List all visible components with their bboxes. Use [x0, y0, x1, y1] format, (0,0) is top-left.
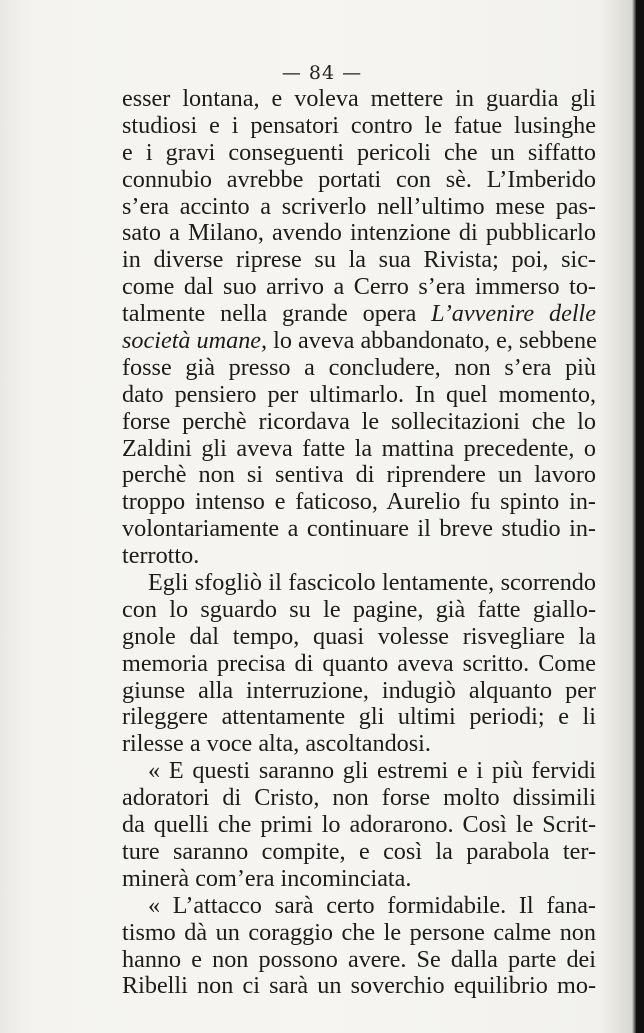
text-line: Egli sfogliò il fascicolo lentamente, scorrendo — [148, 569, 596, 597]
text-line: troppo intenso e faticoso, Aurelio fu spinto in- — [122, 488, 596, 516]
text-line: volontariamente a continuare il breve studio in- — [122, 515, 596, 543]
text-line — [122, 328, 596, 355]
text-line: in diverse riprese su la sua Rivista; poi, sic- — [122, 246, 596, 274]
text-line: « L’attacco sarà certo formidabile. Il fana- — [148, 891, 596, 919]
text-line: fosse già presso a concludere, non s’era più — [122, 353, 596, 381]
body-text — [122, 86, 596, 1000]
book-title-italic: società umane, — [122, 327, 268, 355]
text-line: perchè non si sentiva di riprendere un lavoro — [122, 461, 596, 489]
text-line: esser lontana, e voleva mettere in guardia gli — [122, 85, 596, 112]
text-line: ture saranno compite, e così la parabola ter- — [122, 837, 596, 865]
page-number: — 84 — — [281, 62, 363, 84]
text-line: forse perchè ricordava le sollecitazioni che lo — [122, 407, 596, 435]
text-line: minerà com’era incominciata. — [122, 864, 412, 892]
text-line: rileggere attentamente gli ultimi periodi; e li — [122, 703, 596, 731]
text-line: hanno e non possono avere. Se dalla parte dei — [122, 945, 596, 973]
text-line: adoratori di Cristo, non forse molto dissimili — [122, 784, 596, 812]
text-line: da quelli che primi lo adorarono. Così le Scrit- — [122, 811, 596, 839]
text-line — [122, 301, 596, 328]
text-line: terrotto. — [122, 542, 200, 570]
text-segment: talmente nella grande opera — [122, 300, 432, 328]
text-line: tismo dà un coraggio che le persone calme non — [122, 918, 596, 946]
text-line: e i gravi conseguenti pericoli che un siffatto — [122, 138, 596, 166]
book-title-italic: L’avvenire delle — [431, 300, 596, 328]
text-line: gnole dal tempo, quasi volesse risvegliare la — [122, 622, 596, 650]
text-line: sato a Milano, avendo intenzione di pubblicarlo — [122, 219, 596, 247]
text-line: come dal suo arrivo a Cerro s’era immerso to- — [122, 273, 596, 301]
book-spine-shadow — [636, 0, 644, 1033]
text-line: dato pensiero per ultimarlo. In quel momento, — [122, 380, 596, 408]
text-line: Zaldini gli aveva fatte la mattina precedente, o — [122, 434, 596, 462]
text-line: rilesse a voce alta, ascoltandosi. — [122, 730, 431, 758]
text-line: giunse alla interruzione, indugiò alquanto per — [122, 676, 596, 704]
text-line: « E questi saranno gli estremi e i più fervidi — [148, 757, 596, 785]
text-line: Ribelli non ci sarà un soverchio equilibrio mo- — [122, 972, 596, 1000]
text-line: connubio avrebbe portati con sè. L’Imberido — [122, 165, 596, 193]
text-segment: lo aveva abbandonato, e, sebbene — [267, 327, 597, 355]
text-line: con lo sguardo su le pagine, già fatte giallo- — [122, 595, 596, 623]
text-line: memoria precisa di quanto aveva scritto. Come — [122, 649, 596, 677]
text-line: s’era accinto a scriverlo nell’ultimo mese pas- — [122, 192, 596, 220]
text-line: studiosi e i pensatori contro le fatue lusinghe — [122, 111, 596, 139]
